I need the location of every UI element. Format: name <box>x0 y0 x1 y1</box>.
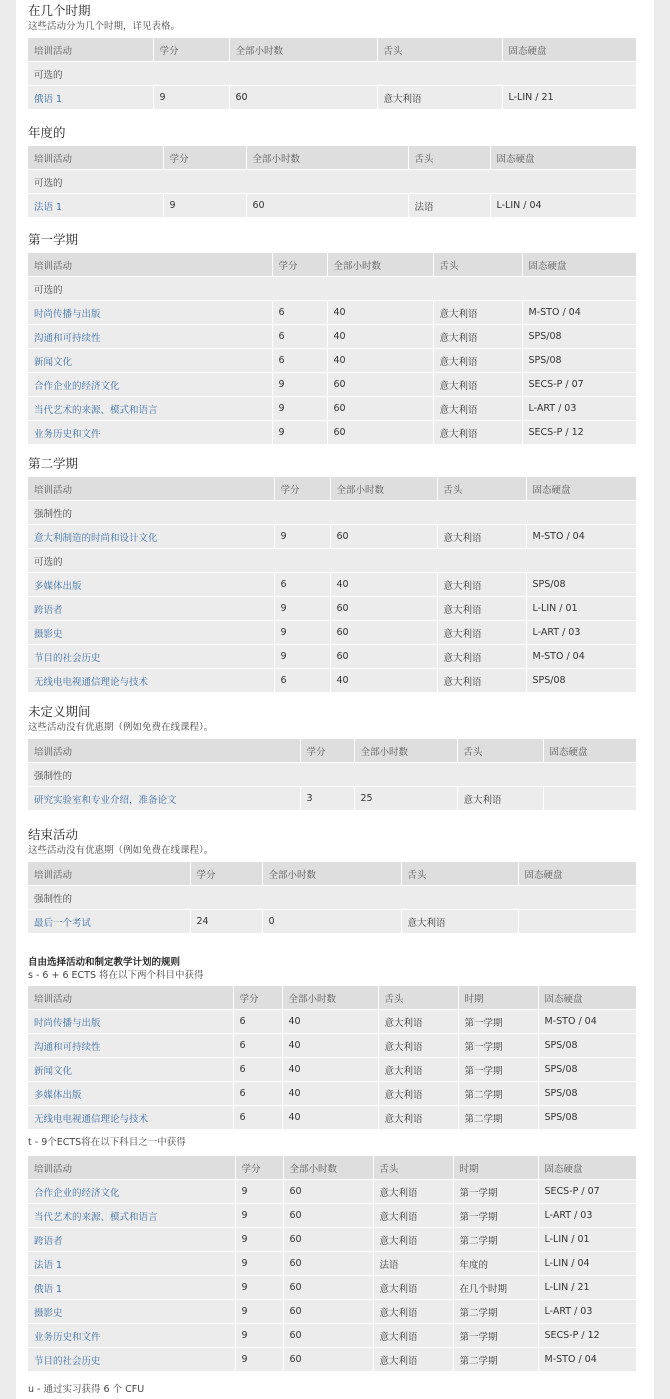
ssd-cell: SECS-P / 12 <box>522 421 636 445</box>
table-row <box>28 669 636 693</box>
ssd-cell: L-LIN / 04 <box>490 194 636 218</box>
group-row <box>28 501 636 525</box>
rule-s-subtitle: s - 6 + 6 ECTS 将在以下两个科目中获得 <box>28 970 204 981</box>
credits-cell: 9 <box>272 397 327 421</box>
rule-s-table <box>28 986 637 1129</box>
hours-cell: 25 <box>354 787 457 811</box>
table-row <box>28 1106 636 1130</box>
column-header: 培训活动 <box>28 862 190 886</box>
ssd-cell: L-ART / 03 <box>538 1300 636 1324</box>
credits-cell: 9 <box>163 194 246 218</box>
rule-t-table <box>28 1156 637 1371</box>
ssd-cell <box>543 787 636 811</box>
period-cell: 年度的 <box>453 1252 538 1276</box>
table-row <box>28 301 636 325</box>
hours-cell: 40 <box>327 349 433 373</box>
column-header: 学分 <box>153 38 229 62</box>
course-link[interactable]: 俄语 1 <box>34 93 63 105</box>
course-link[interactable]: 节目的社会历史 <box>34 1355 101 1367</box>
table-header-row <box>28 38 636 62</box>
table-row <box>28 1204 636 1228</box>
column-header: 培训活动 <box>28 986 233 1010</box>
section-annual <box>28 124 636 217</box>
table-row <box>28 421 636 445</box>
hours-cell: 40 <box>330 573 437 597</box>
course-link[interactable]: 当代艺术的来源、模式和语言 <box>34 404 158 416</box>
ssd-cell: L-LIN / 01 <box>526 597 636 621</box>
rules-title: 自由选择活动和制定教学计划的规则 <box>28 957 181 968</box>
page-background <box>16 0 654 1399</box>
language-cell: 意大利语 <box>401 910 518 934</box>
language-cell: 意大利语 <box>373 1276 453 1300</box>
ssd-cell: SECS-P / 07 <box>522 373 636 397</box>
credits-cell: 9 <box>274 597 330 621</box>
column-header: 全部小时数 <box>327 253 433 277</box>
group-label: 强制性的 <box>28 886 636 910</box>
ssd-cell: SPS/08 <box>522 349 636 373</box>
hours-cell: 60 <box>330 525 437 549</box>
credits-cell: 9 <box>235 1204 283 1228</box>
credits-cell: 6 <box>274 669 330 693</box>
ssd-cell: L-LIN / 21 <box>538 1276 636 1300</box>
course-link[interactable]: 业务历史和文件 <box>34 1331 101 1343</box>
ssd-cell: M-STO / 04 <box>538 1010 636 1034</box>
period-cell: 第二学期 <box>453 1348 538 1372</box>
ssd-cell: SPS/08 <box>526 573 636 597</box>
section-second-semester <box>28 455 636 692</box>
section-subtitle: 这些活动没有优惠期（例如免费在线课程）。 <box>28 845 214 856</box>
column-header: 固态硬盘 <box>490 146 636 170</box>
hours-cell: 60 <box>283 1180 373 1204</box>
language-cell: 意大利语 <box>433 397 522 421</box>
hours-cell: 60 <box>229 86 377 110</box>
table-row <box>28 1010 636 1034</box>
course-table <box>28 739 637 810</box>
ssd-cell: SPS/08 <box>538 1058 636 1082</box>
ssd-cell: SPS/08 <box>538 1106 636 1130</box>
course-link[interactable]: 沟通和可持续性 <box>34 1041 101 1053</box>
table-header-row <box>28 986 636 1010</box>
column-header: 舌头 <box>408 146 490 170</box>
hours-cell: 60 <box>327 421 433 445</box>
language-cell: 意大利语 <box>373 1324 453 1348</box>
table-row <box>28 397 636 421</box>
ssd-cell: L-ART / 03 <box>538 1204 636 1228</box>
credits-cell: 9 <box>274 645 330 669</box>
hours-cell: 40 <box>282 1082 378 1106</box>
ssd-cell: L-LIN / 21 <box>502 86 636 110</box>
section-multi-period <box>28 2 636 109</box>
course-link[interactable]: 多媒体出版 <box>34 580 82 592</box>
column-header: 舌头 <box>373 1156 453 1180</box>
group-label: 可选的 <box>28 170 636 194</box>
language-cell: 意大利语 <box>437 669 526 693</box>
period-cell: 第一学期 <box>453 1324 538 1348</box>
column-header: 学分 <box>233 986 282 1010</box>
section-first-semester <box>28 231 636 444</box>
credits-cell: 9 <box>272 421 327 445</box>
group-label: 强制性的 <box>28 501 636 525</box>
period-cell: 在几个时期 <box>453 1276 538 1300</box>
course-link[interactable]: 研究实验室和专业介绍，准备论文 <box>34 794 177 806</box>
hours-cell: 60 <box>283 1324 373 1348</box>
course-link[interactable]: 摄影史 <box>34 628 63 640</box>
period-cell: 第二学期 <box>458 1082 538 1106</box>
language-cell: 意大利语 <box>373 1300 453 1324</box>
table-header-row <box>28 253 636 277</box>
period-cell: 第一学期 <box>453 1204 538 1228</box>
course-table <box>28 253 637 444</box>
course-link[interactable]: 跨语者 <box>34 1235 63 1247</box>
language-cell: 意大利语 <box>373 1348 453 1372</box>
table-row <box>28 373 636 397</box>
section-final-activities <box>28 826 636 933</box>
ssd-cell: SPS/08 <box>526 669 636 693</box>
period-cell: 第二学期 <box>458 1106 538 1130</box>
table-row <box>28 1324 636 1348</box>
course-link[interactable]: 最后一个考试 <box>34 917 92 929</box>
course-link[interactable]: 节目的社会历史 <box>34 652 101 664</box>
column-header: 全部小时数 <box>229 38 377 62</box>
credits-cell: 6 <box>274 573 330 597</box>
table-header-row <box>28 146 636 170</box>
course-link[interactable]: 新闻文化 <box>34 1065 73 1077</box>
group-label: 可选的 <box>28 549 636 573</box>
credits-cell: 9 <box>235 1180 283 1204</box>
ssd-cell: M-STO / 04 <box>526 645 636 669</box>
column-header: 舌头 <box>378 986 458 1010</box>
course-link[interactable]: 多媒体出版 <box>34 1089 82 1101</box>
ssd-cell: M-STO / 04 <box>538 1348 636 1372</box>
credits-cell: 9 <box>274 525 330 549</box>
ssd-cell: SPS/08 <box>538 1082 636 1106</box>
column-header: 培训活动 <box>28 38 153 62</box>
ssd-cell: L-ART / 03 <box>522 397 636 421</box>
hours-cell: 60 <box>283 1348 373 1372</box>
credits-cell: 9 <box>235 1300 283 1324</box>
ssd-cell: L-LIN / 01 <box>538 1228 636 1252</box>
column-header: 学分 <box>300 739 354 763</box>
column-header: 全部小时数 <box>283 1156 373 1180</box>
language-cell: 意大利语 <box>433 325 522 349</box>
column-header: 固态硬盘 <box>526 477 636 501</box>
language-cell: 意大利语 <box>437 525 526 549</box>
column-header: 学分 <box>274 477 330 501</box>
hours-cell: 40 <box>282 1106 378 1130</box>
credits-cell: 9 <box>235 1348 283 1372</box>
hours-cell: 60 <box>327 397 433 421</box>
credits-cell: 6 <box>272 325 327 349</box>
table-header-row <box>28 862 636 886</box>
course-link[interactable]: 新闻文化 <box>34 356 73 368</box>
hours-cell: 60 <box>283 1204 373 1228</box>
course-link[interactable]: 时尚传播与出版 <box>34 308 101 320</box>
table-row <box>28 1300 636 1324</box>
section-rules <box>28 956 636 1395</box>
course-table <box>28 38 637 109</box>
table-row <box>28 1276 636 1300</box>
group-label: 可选的 <box>28 277 636 301</box>
period-cell: 第一学期 <box>458 1034 538 1058</box>
rule-t-subtitle: t - 9个ECTS将在以下科目之一中获得 <box>28 1137 186 1148</box>
table-row <box>28 1082 636 1106</box>
hours-cell: 40 <box>282 1058 378 1082</box>
hours-cell: 60 <box>283 1228 373 1252</box>
column-header: 固态硬盘 <box>538 986 636 1010</box>
section-undefined-period <box>28 703 636 810</box>
group-label: 可选的 <box>28 62 636 86</box>
course-table <box>28 146 637 217</box>
table-row <box>28 910 636 934</box>
column-header: 舌头 <box>401 862 518 886</box>
hours-cell: 60 <box>327 373 433 397</box>
credits-cell: 9 <box>153 86 229 110</box>
table-row <box>28 525 636 549</box>
language-cell: 法语 <box>408 194 490 218</box>
column-header: 培训活动 <box>28 146 163 170</box>
language-cell: 意大利语 <box>457 787 543 811</box>
language-cell: 意大利语 <box>437 597 526 621</box>
course-link[interactable]: 法语 1 <box>34 1259 63 1271</box>
credits-cell: 3 <box>300 787 354 811</box>
column-header: 培训活动 <box>28 477 274 501</box>
language-cell: 意大利语 <box>378 1010 458 1034</box>
column-header: 固态硬盘 <box>522 253 636 277</box>
table-row <box>28 349 636 373</box>
column-header: 固态硬盘 <box>518 862 636 886</box>
credits-cell: 6 <box>233 1034 282 1058</box>
column-header: 全部小时数 <box>354 739 457 763</box>
column-header: 学分 <box>163 146 246 170</box>
credits-cell: 24 <box>190 910 262 934</box>
course-link[interactable]: 意大利制造的时尚和设计文化 <box>34 532 158 544</box>
column-header: 全部小时数 <box>262 862 401 886</box>
language-cell: 意大利语 <box>378 1058 458 1082</box>
table-row <box>28 621 636 645</box>
hours-cell: 60 <box>330 621 437 645</box>
course-link[interactable]: 法语 1 <box>34 201 63 213</box>
language-cell: 意大利语 <box>377 86 502 110</box>
group-row <box>28 549 636 573</box>
table-row <box>28 1034 636 1058</box>
hours-cell: 40 <box>282 1010 378 1034</box>
period-cell: 第二学期 <box>453 1300 538 1324</box>
table-row <box>28 597 636 621</box>
credits-cell: 6 <box>233 1058 282 1082</box>
column-header: 舌头 <box>433 253 522 277</box>
section-subtitle: 这些活动分为几个时期，详见表格。 <box>28 21 181 32</box>
credits-cell: 9 <box>235 1228 283 1252</box>
group-row <box>28 170 636 194</box>
language-cell: 意大利语 <box>437 621 526 645</box>
language-cell: 意大利语 <box>378 1082 458 1106</box>
ssd-cell <box>518 910 636 934</box>
table-row <box>28 1180 636 1204</box>
hours-cell: 60 <box>330 645 437 669</box>
course-table <box>28 477 637 692</box>
group-row <box>28 763 636 787</box>
language-cell: 意大利语 <box>433 421 522 445</box>
column-header: 培训活动 <box>28 1156 235 1180</box>
table-row <box>28 1058 636 1082</box>
credits-cell: 9 <box>274 621 330 645</box>
group-row <box>28 277 636 301</box>
rule-u-note: u - 通过实习获得 6 个 CFU <box>28 1384 145 1395</box>
course-link[interactable]: 合作企业的经济文化 <box>34 1187 120 1199</box>
credits-cell: 6 <box>233 1106 282 1130</box>
credits-cell: 6 <box>272 301 327 325</box>
hours-cell: 40 <box>327 325 433 349</box>
credits-cell: 9 <box>235 1252 283 1276</box>
language-cell: 意大利语 <box>378 1106 458 1130</box>
table-row <box>28 325 636 349</box>
section-title: 未定义期间 <box>28 704 91 719</box>
column-header: 舌头 <box>437 477 526 501</box>
language-cell: 意大利语 <box>373 1204 453 1228</box>
section-subtitle: 这些活动没有优惠期（例如免费在线课程）。 <box>28 722 214 733</box>
column-header: 学分 <box>235 1156 283 1180</box>
group-label: 强制性的 <box>28 763 636 787</box>
language-cell: 意大利语 <box>433 349 522 373</box>
period-cell: 第一学期 <box>453 1180 538 1204</box>
ssd-cell: M-STO / 04 <box>522 301 636 325</box>
course-link[interactable]: 摄影史 <box>34 1307 63 1319</box>
ssd-cell: L-LIN / 04 <box>538 1252 636 1276</box>
hours-cell: 40 <box>327 301 433 325</box>
hours-cell: 40 <box>330 669 437 693</box>
ssd-cell: SECS-P / 07 <box>538 1180 636 1204</box>
course-link[interactable]: 业务历史和文件 <box>34 428 101 440</box>
section-title: 在几个时期 <box>28 3 91 18</box>
group-row <box>28 886 636 910</box>
group-row <box>28 62 636 86</box>
language-cell: 意大利语 <box>433 301 522 325</box>
course-link[interactable]: 跨语者 <box>34 604 63 616</box>
period-cell: 第一学期 <box>458 1010 538 1034</box>
table-row <box>28 1228 636 1252</box>
language-cell: 意大利语 <box>437 573 526 597</box>
hours-cell: 60 <box>246 194 408 218</box>
hours-cell: 60 <box>283 1276 373 1300</box>
course-link[interactable]: 沟通和可持续性 <box>34 332 101 344</box>
ssd-cell: SPS/08 <box>538 1034 636 1058</box>
table-row <box>28 1252 636 1276</box>
table-row <box>28 194 636 218</box>
ssd-cell: M-STO / 04 <box>526 525 636 549</box>
column-header: 培训活动 <box>28 253 272 277</box>
language-cell: 意大利语 <box>378 1034 458 1058</box>
hours-cell: 0 <box>262 910 401 934</box>
hours-cell: 40 <box>282 1034 378 1058</box>
table-row <box>28 787 636 811</box>
language-cell: 意大利语 <box>373 1180 453 1204</box>
table-header-row <box>28 477 636 501</box>
course-table <box>28 862 637 933</box>
credits-cell: 6 <box>233 1010 282 1034</box>
course-link[interactable]: 合作企业的经济文化 <box>34 380 120 392</box>
credits-cell: 9 <box>235 1324 283 1348</box>
column-header: 时期 <box>458 986 538 1010</box>
column-header: 学分 <box>272 253 327 277</box>
column-header: 固态硬盘 <box>538 1156 636 1180</box>
column-header: 时期 <box>453 1156 538 1180</box>
course-link[interactable]: 俄语 1 <box>34 1283 63 1295</box>
course-link[interactable]: 无线电电视通信理论与技术 <box>34 676 149 688</box>
credits-cell: 9 <box>235 1276 283 1300</box>
table-row <box>28 573 636 597</box>
column-header: 全部小时数 <box>330 477 437 501</box>
section-title: 年度的 <box>28 125 66 140</box>
credits-cell: 6 <box>272 349 327 373</box>
table-row <box>28 645 636 669</box>
language-cell: 意大利语 <box>373 1228 453 1252</box>
section-title: 第一学期 <box>28 232 79 247</box>
course-link[interactable]: 无线电电视通信理论与技术 <box>34 1113 149 1125</box>
column-header: 全部小时数 <box>246 146 408 170</box>
column-header: 固态硬盘 <box>502 38 636 62</box>
column-header: 舌头 <box>457 739 543 763</box>
column-header: 固态硬盘 <box>543 739 636 763</box>
ssd-cell: SPS/08 <box>522 325 636 349</box>
table-header-row <box>28 739 636 763</box>
column-header: 培训活动 <box>28 739 300 763</box>
course-link[interactable]: 时尚传播与出版 <box>34 1017 101 1029</box>
credits-cell: 6 <box>233 1082 282 1106</box>
ssd-cell: L-ART / 03 <box>526 621 636 645</box>
table-header-row <box>28 1156 636 1180</box>
hours-cell: 60 <box>283 1252 373 1276</box>
language-cell: 意大利语 <box>437 645 526 669</box>
language-cell: 法语 <box>373 1252 453 1276</box>
course-link[interactable]: 当代艺术的来源、模式和语言 <box>34 1211 158 1223</box>
credits-cell: 9 <box>272 373 327 397</box>
column-header: 学分 <box>190 862 262 886</box>
hours-cell: 60 <box>330 597 437 621</box>
column-header: 全部小时数 <box>282 986 378 1010</box>
language-cell: 意大利语 <box>433 373 522 397</box>
table-row <box>28 86 636 110</box>
column-header: 舌头 <box>377 38 502 62</box>
ssd-cell: SECS-P / 12 <box>538 1324 636 1348</box>
section-title: 结束活动 <box>28 827 79 842</box>
section-title: 第二学期 <box>28 456 79 471</box>
period-cell: 第二学期 <box>453 1228 538 1252</box>
hours-cell: 60 <box>283 1300 373 1324</box>
table-row <box>28 1348 636 1372</box>
period-cell: 第一学期 <box>458 1058 538 1082</box>
